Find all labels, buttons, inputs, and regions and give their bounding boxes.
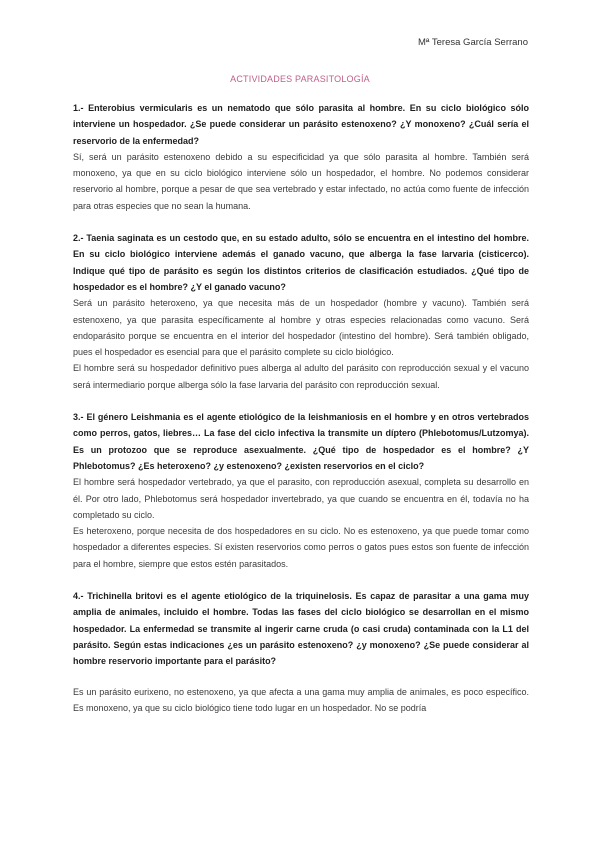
question-4: 4.- Trichinella britovi es el agente etiológico de la triquinelosis. Es capaz de parasitar a una gama muy amplia de animales, incluido el hombre. Todas las fases del ciclo biológico se desarrollan en el mismo hospedador. La enfermedad se transmite al ingerir carne cruda (o casi cruda) contaminada con la L1 del parásito. Según estas indicaciones ¿es un parásito estenoxeno? ¿y monoxeno? ¿Se puede considerar al hombre reservorio importante para el parásito? xyxy=(73,591,529,667)
author-name: Mª Teresa García Serrano xyxy=(418,37,528,48)
answer-3-paragraph-2: Es heteroxeno, porque necesita de dos hospedadores en su ciclo. No es estenoxeno, ya que puede tomar como hospedador a diferentes especies. Sí existen reservorios como perros o gatos pues estos son fuente de infección para el hombre, siempre que estos estén parasitados. xyxy=(73,526,529,569)
question-1: 1.- Enterobius vermicularis es un nematodo que sólo parasita al hombre. En su ciclo biológico sólo interviene un hospedador. ¿Se puede considerar un parásito estenoxeno? ¿Y monoxeno? ¿Cuál sería el reservorio de la enfermedad? xyxy=(73,103,529,146)
section-4 xyxy=(73,588,529,716)
answer-1-paragraph-1: Sí, será un parásito estenoxeno debido a su especificidad ya que sólo parasita al hombre. También será monoxeno, ya que en su ciclo biológico interviene sólo un hospedador, el hombre. No podemos considerar reservorio al hombre, porque a pesar de que sea vertebrado y estar infectado, no actúa como fuente de infección para otras especies que no sean la humana. xyxy=(73,151,529,211)
answer-4-paragraph-1: Es un parásito eurixeno, no estenoxeno, ya que afecta a una gama muy amplia de animales, es poco específico. Es monoxeno, ya que su ciclo biológico tiene todo lugar en un hospedador. No se podría xyxy=(73,686,529,713)
section-1 xyxy=(73,100,529,214)
answer-3-paragraph-1: El hombre será hospedador vertebrado, ya que el parasito, con reproducción asexual, completa su desarrollo en él. Por otro lado, Phlebotomus será hospedador invertebrado, ya que cuando se encuentra en él, todavía no ha completado su ciclo. xyxy=(73,477,529,520)
section-2 xyxy=(73,230,529,393)
document-body xyxy=(73,100,529,716)
question-2: 2.- Taenia saginata es un cestodo que, en su estado adulto, sólo se encuentra en el intestino del hombre. En su ciclo biológico interviene además el ganado vacuno, que alberga la fase larvaria (cisticerco). Indique qué tipo de parásito es según los distintos criterios de clasificación estudiados. ¿Qué tipo de hospedador es el hombre? ¿Y el ganado vacuno? xyxy=(73,233,529,292)
question-3: 3.- El género Leishmania es el agente etiológico de la leishmaniosis en el hombre y en otros vertebrados como perros, gatos, liebres… La fase del ciclo infectiva la transmite un díptero (Phlebotomus/Lutzomya). Es un protozoo que se reproduce asexualmente. ¿Qué tipo de hospedador es el hombre? ¿Y Phlebotomus? ¿Es heteroxeno? ¿y estenoxeno? ¿existen reservorios en el ciclo? xyxy=(73,412,529,471)
document-title: ACTIVIDADES PARASITOLOGÍA xyxy=(230,74,370,84)
answer-2-paragraph-1: Será un parásito heteroxeno, ya que necesita más de un hospedador (hombre y vacuno). También será estenoxeno, ya que parasita específicamente al hombre y otras especies relacionadas como vacuno. Será endoparásito porque se encuentra en el interior del hospedador (intestino del hombre). Será también obligado, pues el hospedador es esencial para que el parásito complete su ciclo biológico. xyxy=(73,298,529,358)
answer-2-paragraph-2: El hombre será su hospedador definitivo pues alberga al adulto del parásito con reproducción sexual y el vacuno será intermediario porque alberga sólo la fase larvaria del parásito con reproducción sexual. xyxy=(73,363,529,390)
section-3 xyxy=(73,409,529,572)
